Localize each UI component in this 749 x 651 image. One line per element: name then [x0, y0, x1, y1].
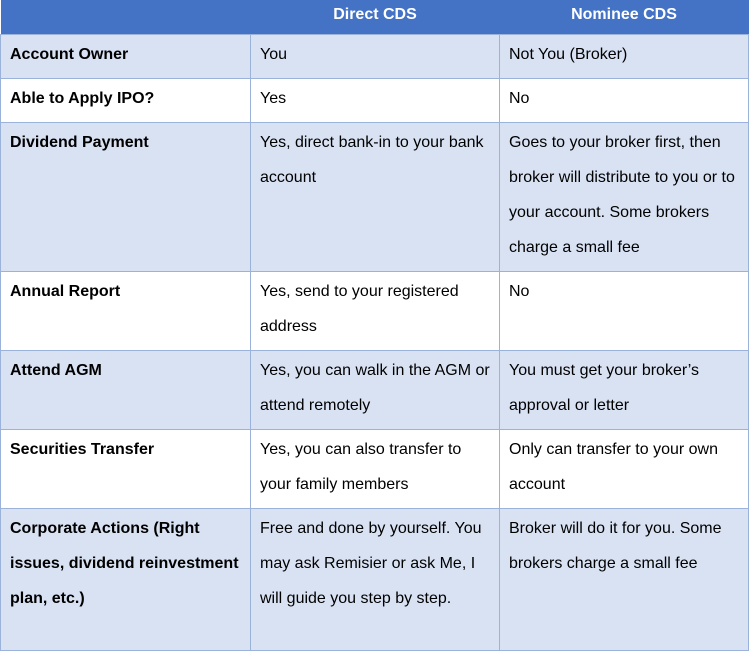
nominee-cds-cell: Not You (Broker): [500, 35, 749, 79]
table-row-apply-ipo: [1, 79, 749, 123]
header-direct-cds: Direct CDS: [251, 0, 500, 35]
table-row-account-owner: [1, 35, 749, 79]
table-row-corporate-actions: [1, 509, 749, 651]
table-row-dividend-payment: [1, 123, 749, 272]
row-label: Securities Transfer: [1, 430, 251, 509]
direct-cds-cell: Free and done by yourself. You may ask Remisier or ask Me, I will guide you step by step.: [251, 509, 500, 651]
nominee-cds-cell: Goes to your broker first, then broker will distribute to you or to your account. Some brokers charge a small fee: [500, 123, 749, 272]
table-header: [1, 0, 749, 35]
direct-cds-cell: Yes, you can also transfer to your family members: [251, 430, 500, 509]
row-label: Corporate Actions (Right issues, dividend reinvestment plan, etc.): [1, 509, 251, 651]
nominee-cds-cell: Broker will do it for you. Some brokers charge a small fee: [500, 509, 749, 651]
header-empty-cell: [1, 0, 251, 35]
header-nominee-cds: Nominee CDS: [500, 0, 749, 35]
row-label: Account Owner: [1, 35, 251, 79]
row-label: Dividend Payment: [1, 123, 251, 272]
row-label: Attend AGM: [1, 351, 251, 430]
direct-cds-cell: Yes, direct bank-in to your bank account: [251, 123, 500, 272]
direct-cds-cell: You: [251, 35, 500, 79]
table-row-attend-agm: [1, 351, 749, 430]
table-body: [1, 35, 749, 651]
table-row-annual-report: [1, 272, 749, 351]
nominee-cds-cell: You must get your broker’s approval or letter: [500, 351, 749, 430]
direct-cds-cell: Yes: [251, 79, 500, 123]
nominee-cds-cell: Only can transfer to your own account: [500, 430, 749, 509]
direct-cds-cell: Yes, send to your registered address: [251, 272, 500, 351]
nominee-cds-cell: No: [500, 272, 749, 351]
direct-cds-cell: Yes, you can walk in the AGM or attend remotely: [251, 351, 500, 430]
table-row-securities-transfer: [1, 430, 749, 509]
row-label: Annual Report: [1, 272, 251, 351]
header-row: [1, 0, 749, 35]
nominee-cds-cell: No: [500, 79, 749, 123]
row-label: Able to Apply IPO?: [1, 79, 251, 123]
